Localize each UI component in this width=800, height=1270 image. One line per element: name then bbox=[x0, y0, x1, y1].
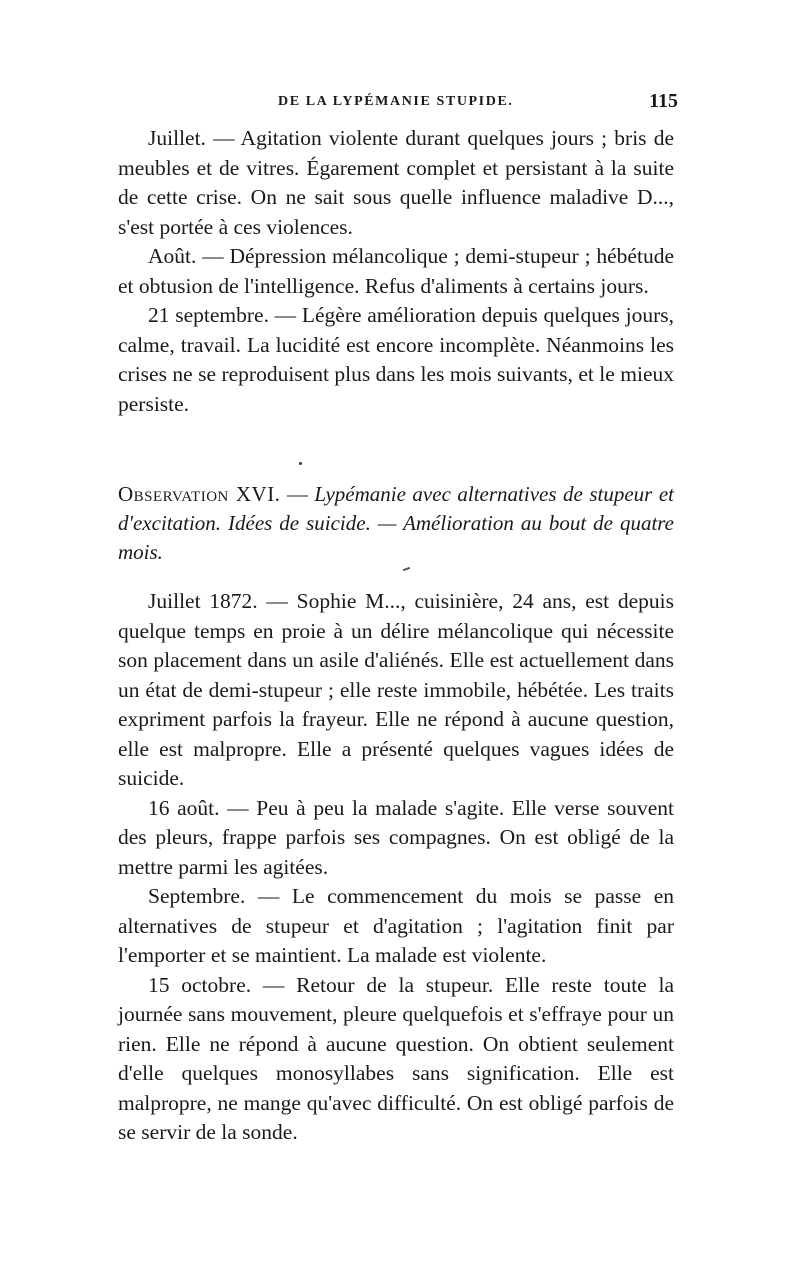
stray-mark bbox=[403, 567, 410, 571]
paragraph-15-octobre: 15 octobre. — Retour de la stupeur. Elle reste toute la journée sans mouvement, pleure quelquefois et s'effraye pour un rien. Elle ne répond à aucune question. On obtient seulement d'elle quelques monosyllabes sans signification. Elle est malpropre, ne mange qu'avec difficulté. On est obligé parfois de se servir de la sonde. bbox=[118, 972, 674, 1144]
paragraph-septembre: Septembre. — Le commencement du mois se passe en alternatives de stupeur et d'agitation ; l'agitation finit par l'emporter et se maintient. La malade est violente. bbox=[118, 884, 674, 967]
observation-label: Observation XVI. bbox=[118, 482, 281, 506]
page-header bbox=[118, 90, 678, 120]
paragraph-aout: Août. — Dépression mélancolique ; demi-stupeur ; hébétude et obtusion de l'intelligence. Refus d'aliments à certains jours. bbox=[118, 244, 674, 298]
observation-heading bbox=[118, 480, 674, 567]
ornament-dot bbox=[299, 462, 302, 465]
observation-separator: — bbox=[280, 482, 315, 506]
page-number: 115 bbox=[649, 90, 678, 112]
paragraph-16-aout: 16 août. — Peu à peu la malade s'agite. Elle verse souvent des pleurs, frappe parfois ses compagnes. On est obligé de la mettre parmi les agitées. bbox=[118, 795, 674, 879]
running-title: DE LA LYPÉMANIE STUPIDE. bbox=[278, 94, 514, 109]
observation-title: Lypémanie avec alternatives de stupeur et d'excitation. Idées de suicide. — Amélioration au bout de quatre mois. bbox=[118, 482, 674, 564]
paragraph-juillet-1872: Juillet 1872. — Sophie M..., cuisinière, 24 ans, est depuis quelque temps en proie à un délire mélancolique qui nécessite son placement dans un asile d'aliénés. Elle est actuellement dans un état de demi-stupeur ; elle reste immobile, hébétée. Les traits expriment parfois la frayeur. Elle ne répond à aucune question, elle est malpropre. Elle a présenté quelques vagues idées de suicide. bbox=[118, 589, 674, 790]
paragraph-21-septembre: 21 septembre. — Légère amélioration depuis quelques jours, calme, travail. La lucidité est encore incomplète. Néanmoins les crises ne se reproduisent plus dans les mois suivants, et le mieux persiste. bbox=[118, 303, 674, 416]
paragraph-juillet: Juillet. — Agitation violente durant quelques jours ; bris de meubles et de vitres. Égarement complet et persistant à la suite de cette crise. On ne sait sous quelle influence maladive D..., s'est portée à ces violences. bbox=[118, 126, 674, 239]
text-block-top bbox=[118, 124, 674, 419]
text-block-bottom bbox=[118, 587, 674, 1148]
observation-heading-text bbox=[118, 480, 674, 567]
